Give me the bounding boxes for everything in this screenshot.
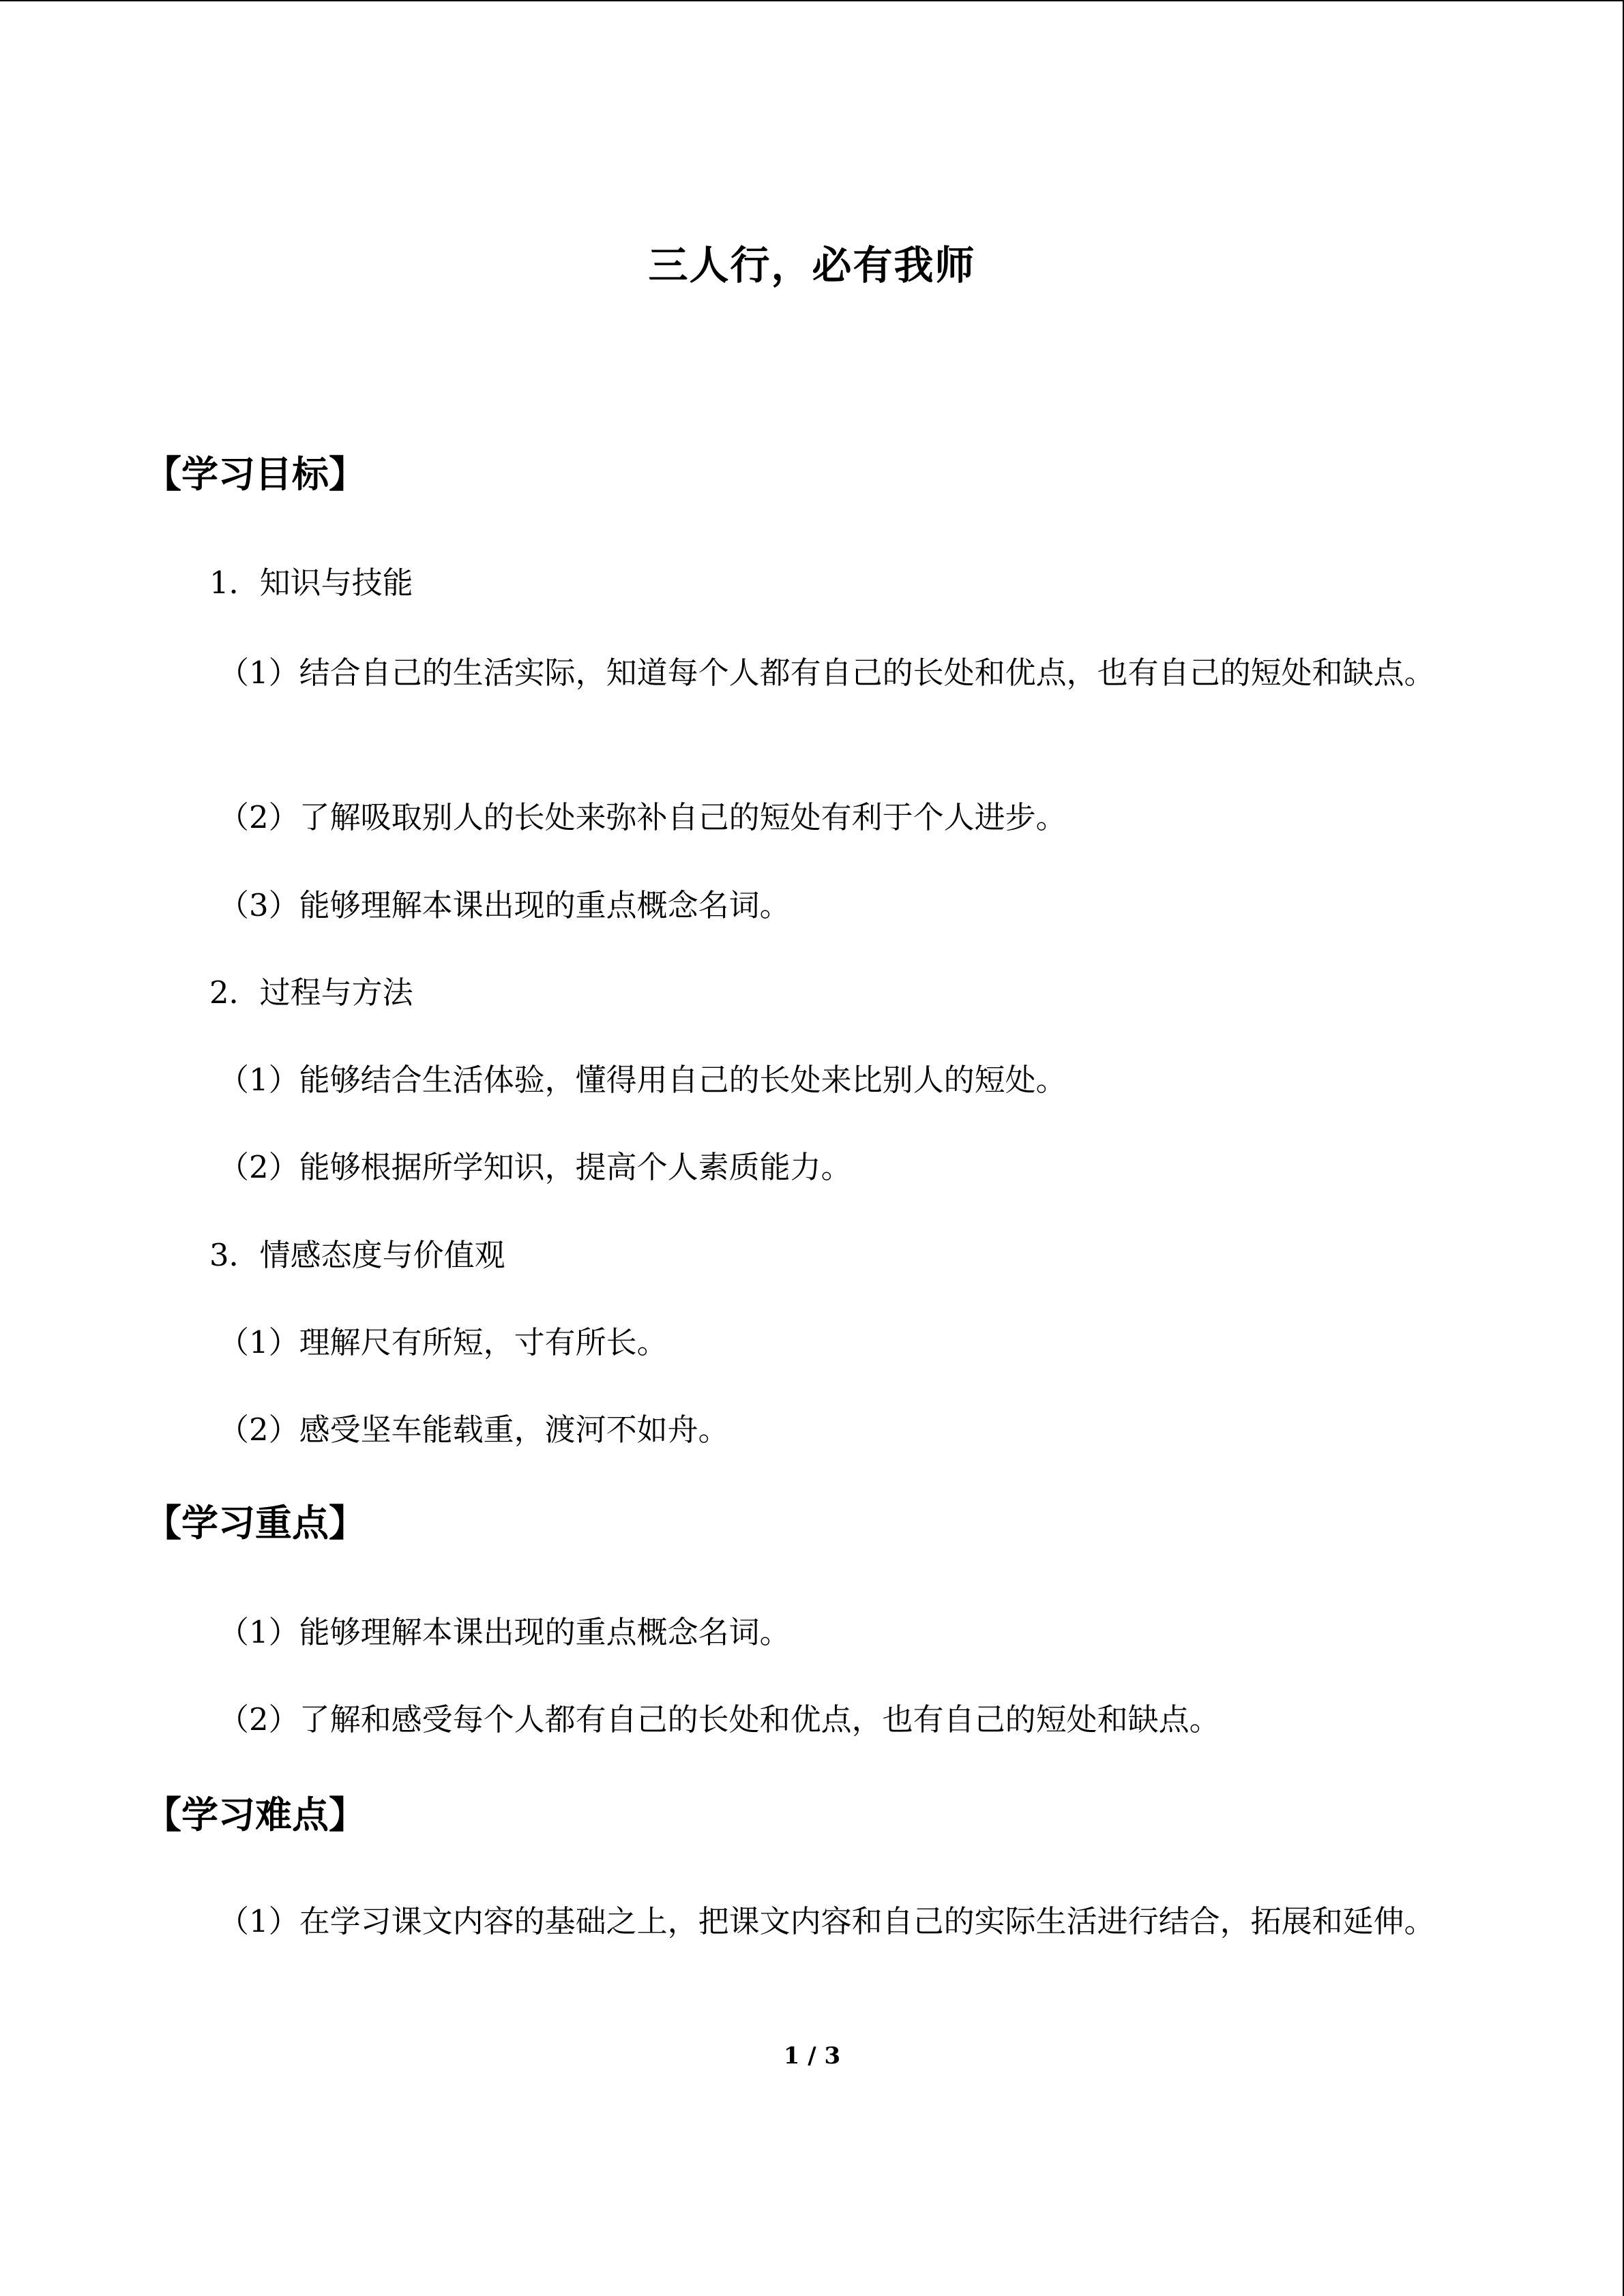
page-number: 1 / 3 <box>783 2042 841 2070</box>
objective-item: （1）能够结合生活体验，懂得用自己的长处来比别人的短处。 <box>218 1062 1067 1098</box>
objective-item: （1）理解尺有所短，寸有所长。 <box>218 1324 668 1360</box>
section-heading-key-points: 【学习重点】 <box>145 1501 366 1545</box>
document-title: 三人行，必有我师 <box>648 241 976 288</box>
key-point-item: （2）了解和感受每个人都有自己的长处和优点，也有自己的短处和缺点。 <box>218 1701 1220 1738</box>
objective-item: （2）能够根据所学知识，提高个人素质能力。 <box>218 1149 852 1185</box>
key-point-item: （1）能够理解本课出现的重点概念名词。 <box>218 1614 791 1650</box>
objective-item: （2）感受坚车能载重，渡河不如舟。 <box>218 1412 729 1448</box>
page-border-top <box>0 0 1624 1</box>
section-heading-objectives: 【学习目标】 <box>145 452 366 496</box>
objective-item: （1）结合自己的生活实际，知道每个人都有自己的长处和优点，也有自己的短处和缺点。 <box>218 655 1435 691</box>
subheading-process-methods: 2．过程与方法 <box>209 974 413 1011</box>
objective-item: （2）了解吸取别人的长处来弥补自己的短处有利于个人进步。 <box>218 799 1067 835</box>
subheading-emotion-values: 3．情感态度与价值观 <box>209 1237 505 1273</box>
difficulty-item: （1）在学习课文内容的基础之上，把课文内容和自己的实际生活进行结合，拓展和延伸。 <box>218 1903 1435 1939</box>
section-heading-difficulties: 【学习难点】 <box>145 1793 366 1836</box>
objective-item: （3）能够理解本课出现的重点概念名词。 <box>218 887 791 923</box>
subheading-knowledge-skills: 1．知识与技能 <box>209 565 413 601</box>
